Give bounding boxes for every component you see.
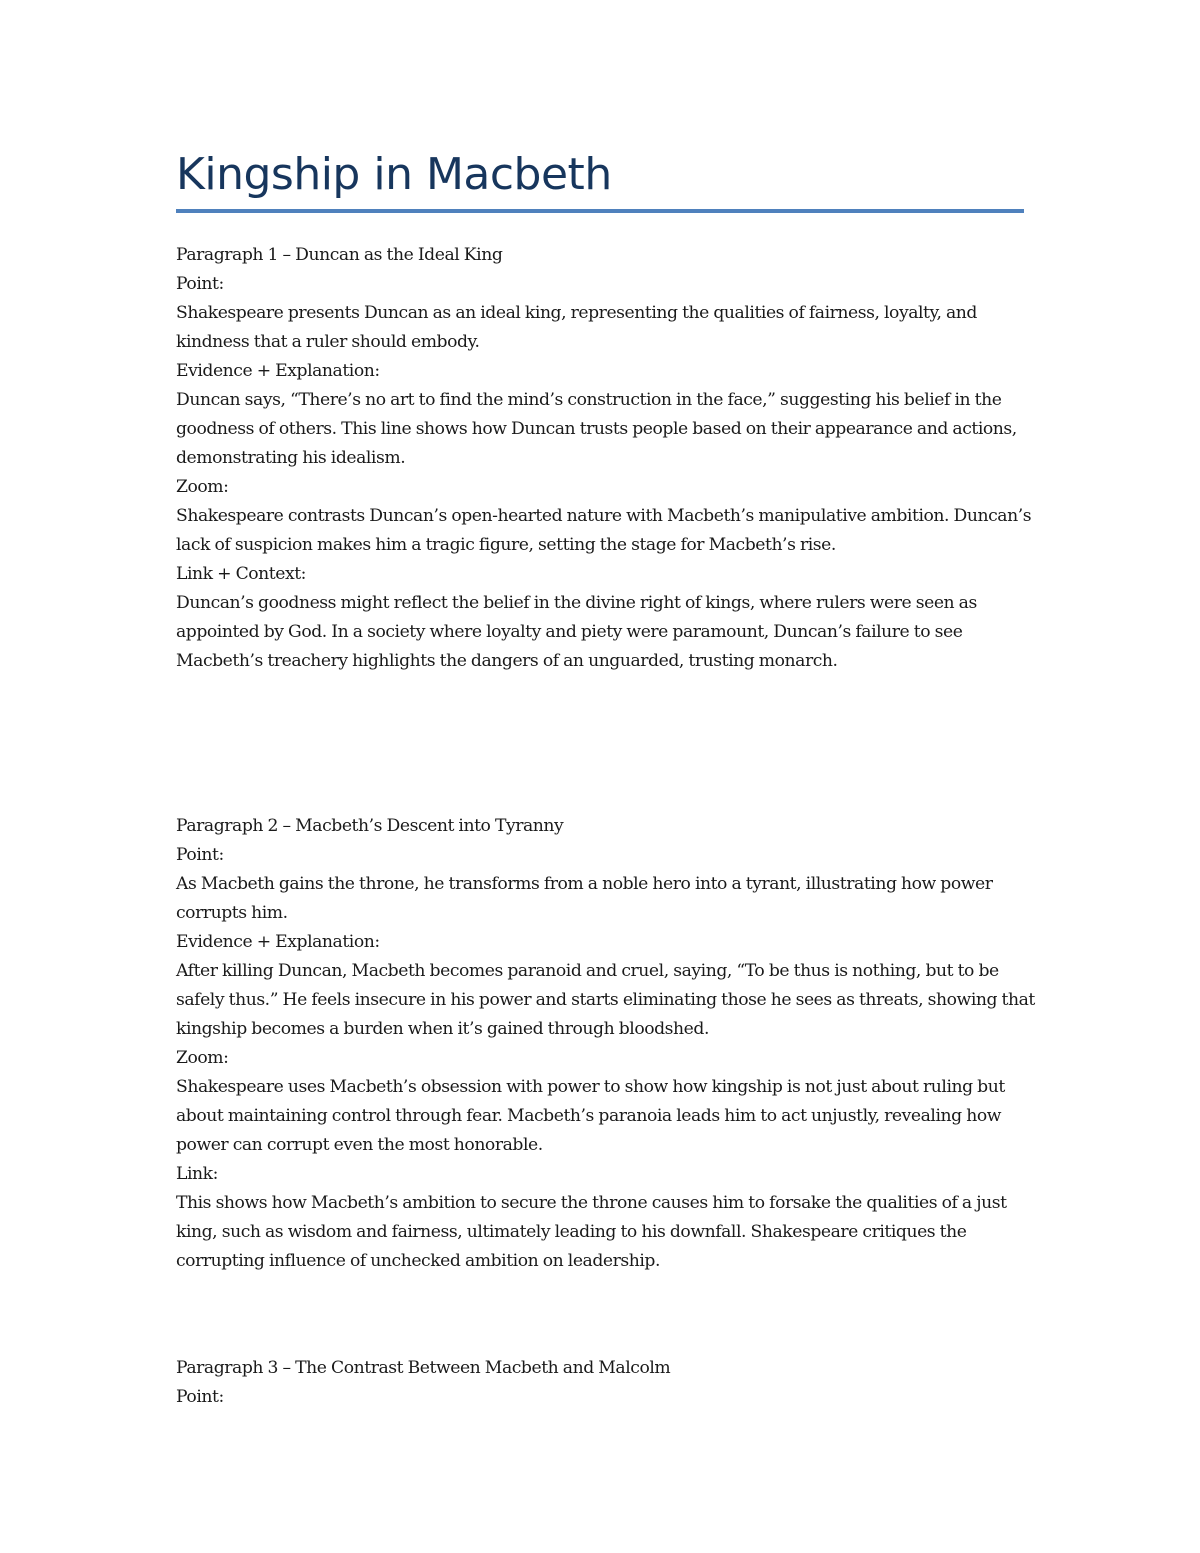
- section-heading: Paragraph 3 – The Contrast Between Macbeth and Malcolm: [176, 1358, 671, 1378]
- zoom-label: Zoom:: [176, 1048, 229, 1068]
- evidence-text: After killing Duncan, Macbeth becomes paranoid and cruel, saying, “To be thus is nothing, but to be safely thus.” He feels insecure in his power and starts eliminating those he sees as threats, showing that kingship becomes a burden when it’s gained through bloodshed.: [176, 961, 1035, 1039]
- section-heading: Paragraph 2 – Macbeth’s Descent into Tyranny: [176, 816, 564, 836]
- link-label: Link:: [176, 1164, 218, 1184]
- paragraph-1-section: [176, 241, 1036, 676]
- link-text: Duncan’s goodness might reflect the belief in the divine right of kings, where rulers were seen as appointed by God. In a society where loyalty and piety were paramount, Duncan’s failure to see Macbeth’s treachery highlights the dangers of an unguarded, trusting monarch.: [176, 593, 977, 671]
- evidence-text: Duncan says, “There’s no art to find the mind’s construction in the face,” suggesting his belief in the goodness of others. This line shows how Duncan trusts people based on their appearance and actions, demonstrating his idealism.: [176, 390, 1017, 468]
- point-label: Point:: [176, 274, 224, 294]
- title-underline: [176, 209, 1024, 213]
- document-title: Kingship in Macbeth: [176, 149, 612, 200]
- point-label: Point:: [176, 845, 224, 865]
- point-label: Point:: [176, 1387, 224, 1407]
- zoom-label: Zoom:: [176, 477, 229, 497]
- zoom-text: Shakespeare contrasts Duncan’s open-hearted nature with Macbeth’s manipulative ambition. Duncan’s lack of suspicion makes him a tragic figure, setting the stage for Macbeth’s rise.: [176, 506, 1032, 555]
- link-label: Link + Context:: [176, 564, 307, 584]
- point-text: Shakespeare presents Duncan as an ideal king, representing the qualities of fairness, loyalty, and kindness that a ruler should embody.: [176, 303, 977, 352]
- point-text: As Macbeth gains the throne, he transforms from a noble hero into a tyrant, illustrating how power corrupts him.: [176, 874, 993, 923]
- section-heading: Paragraph 1 – Duncan as the Ideal King: [176, 245, 503, 265]
- evidence-label: Evidence + Explanation:: [176, 932, 380, 952]
- link-text: This shows how Macbeth’s ambition to secure the throne causes him to forsake the qualities of a just king, such as wisdom and fairness, ultimately leading to his downfall. Shakespeare critiques the corrupting influence of unchecked ambition on leadership.: [176, 1193, 1007, 1271]
- zoom-text: Shakespeare uses Macbeth’s obsession with power to show how kingship is not just about ruling but about maintaining control through fear. Macbeth’s paranoia leads him to act unjustly, revealing how power can corrupt even the most honorable.: [176, 1077, 1005, 1155]
- paragraph-3-section: [176, 1354, 1036, 1412]
- evidence-label: Evidence + Explanation:: [176, 361, 380, 381]
- paragraph-2-section: [176, 812, 1036, 1276]
